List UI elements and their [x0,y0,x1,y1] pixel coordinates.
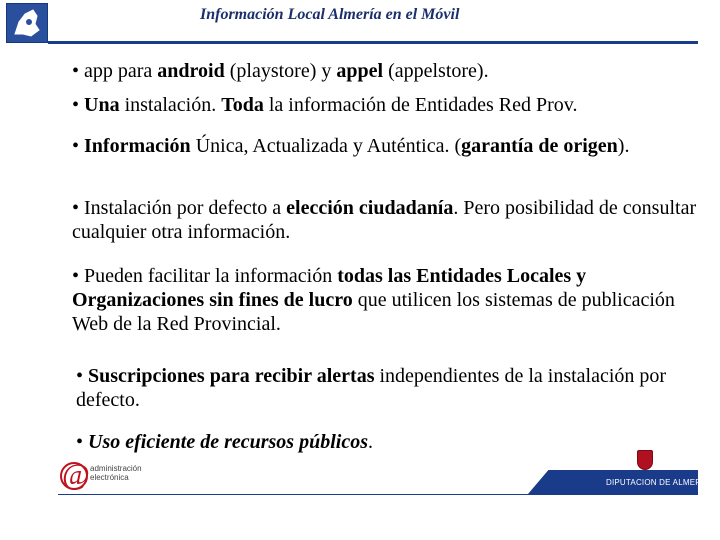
bullet-text-segment: todas las Entidades Locales y Organizaciones sin fines de lucro [72,265,587,311]
bullet-text-segment: (appelstore). [383,60,489,82]
ae-logo-line1: administración [90,464,142,473]
bullet-text-segment: independientes de la instalación por defecto. [76,365,667,411]
bullet-text-segment: . Pero posibilidad de consultar cualquier otra información. [72,197,697,243]
bullet-6 [76,364,676,412]
bullet-text-segment: • [72,94,85,116]
bullet-text-segment: Una [84,94,120,116]
province-map-icon [7,4,47,42]
bullet-text-segment: • Pueden facilitar la información [72,265,338,287]
bullet-text-segment: Suscripciones para recibir alertas [88,365,375,387]
bullet-4 [72,196,708,244]
bullet-text-segment: • app para [72,60,158,82]
bullet-text-segment: • [72,135,85,157]
bullet-2 [72,93,702,117]
ae-logo-line2: electrónica [90,473,129,482]
bullet-5 [72,264,692,336]
bullet-text-segment: . [368,431,373,453]
bullet-text-segment: Única, Actualizada y Auténtica. ( [190,135,462,157]
bullet-text-segment: que utilicen los sistemas de publicación Web de la Red Provincial. [72,289,675,335]
bullet-1 [72,59,692,83]
bullet-text-segment: • [76,365,89,387]
bullet-text-segment: ). [617,135,630,157]
bullet-text-segment: garantía de origen [461,135,618,157]
header-logo [6,3,48,43]
bullet-7 [76,430,676,454]
bullet-text-segment: Uso eficiente de recursos públicos [88,431,368,453]
bullet-text-segment: Información [84,135,191,157]
bullet-3 [72,134,672,158]
bullet-text-segment: appel [336,60,384,82]
administracion-electronica-logo: @ administración electrónica [62,458,142,491]
coat-of-arms-icon [637,450,653,470]
footer-divider [58,494,698,495]
bullet-text-segment: elección ciudadanía [286,197,454,219]
bullet-text-segment: (playstore) y [224,60,337,82]
bullet-text-segment: • [76,431,89,453]
bullet-text-segment: Toda [221,94,264,116]
bullet-text-segment: la información de Entidades Red Prov. [263,94,578,116]
header-divider [48,41,698,44]
bullet-text-segment: • Instalación por defecto a [72,197,287,219]
bullet-text-segment: android [157,60,225,82]
page-title: Información Local Almería en el Móvil [200,6,460,23]
diputacion-label: DIPUTACION DE ALMERIA [606,478,710,487]
bullet-text-segment: instalación. [119,94,222,116]
